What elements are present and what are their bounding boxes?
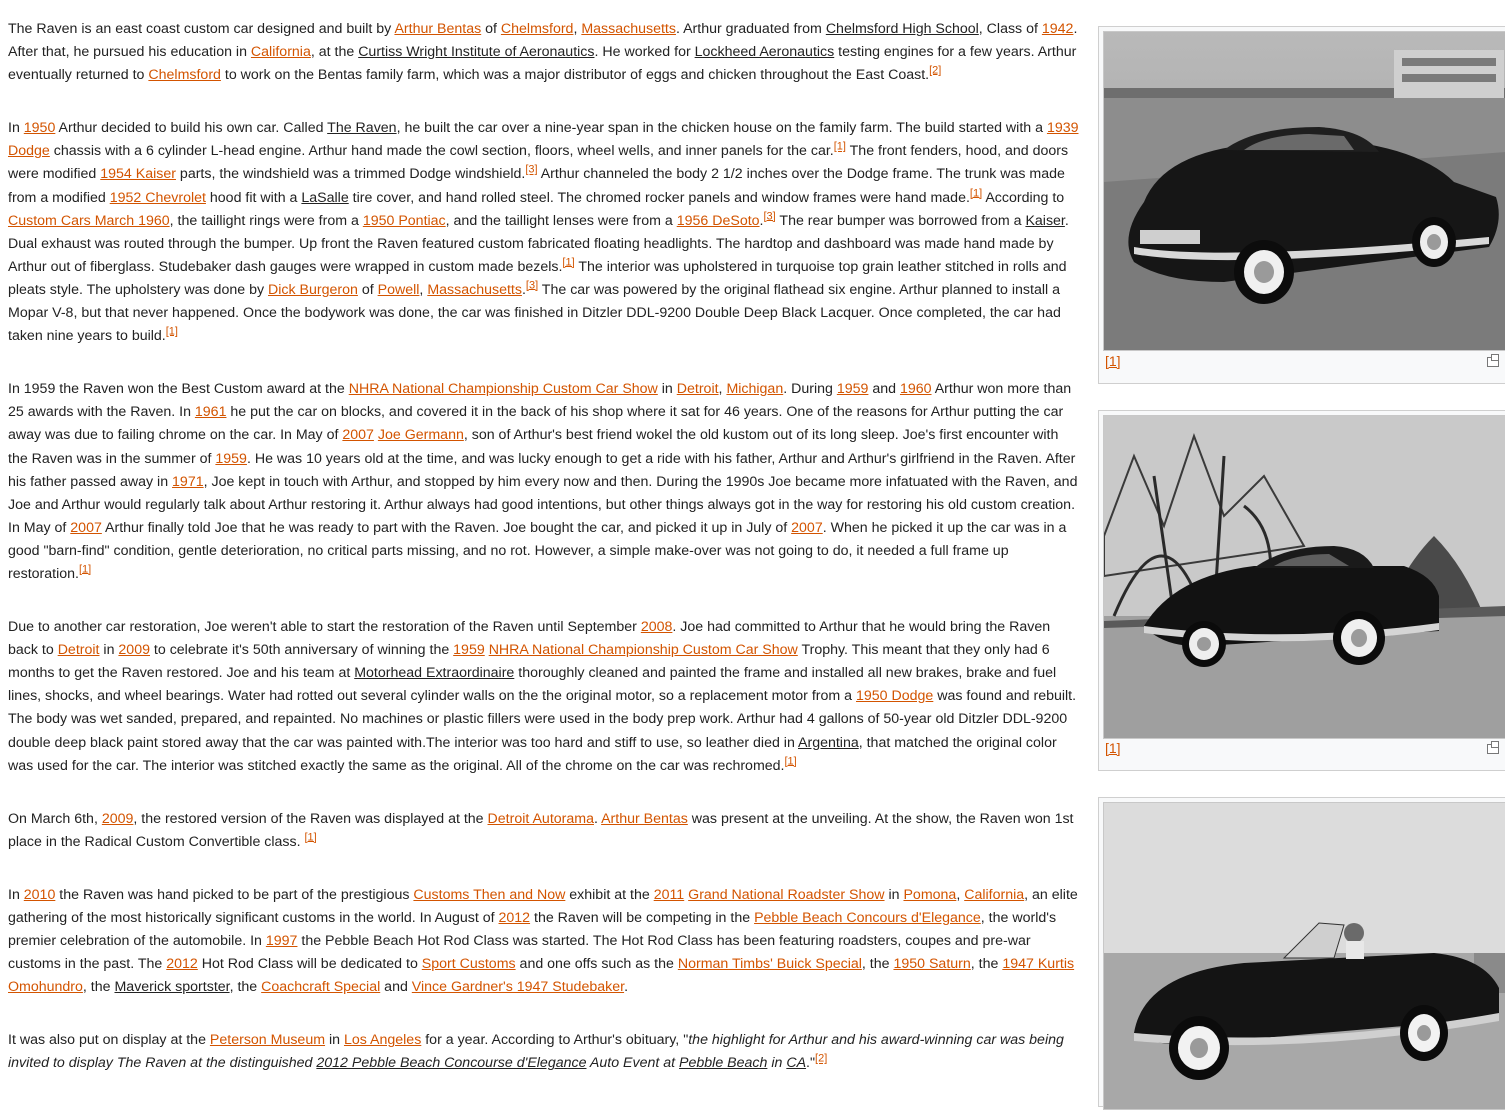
inline-link[interactable]: Custom Cars March 1960 — [8, 212, 170, 229]
inline-link[interactable]: Norman Timbs' Buick Special — [677, 956, 862, 973]
citation-ref — [970, 187, 982, 199]
inline-link[interactable]: Powell — [377, 281, 420, 298]
text-run: thoroughly cleaned and painted the frame and installed all new brakes, brake and fuel lines, shocks, and wheel bearings. Water had rotted out several cylinder walls on the the original motor, so a replacement motor from a — [8, 665, 1057, 705]
inline-link[interactable]: 2012 — [166, 956, 198, 973]
inline-link[interactable]: Detroit — [676, 381, 719, 398]
text-run: in — [325, 1032, 344, 1049]
inline-link[interactable]: Michigan — [726, 381, 784, 398]
inline-link[interactable]: Detroit — [57, 642, 100, 659]
inline-link[interactable]: 1959 — [453, 642, 485, 659]
inline-link[interactable]: Dick Burgeron — [268, 281, 358, 298]
text-run: in — [767, 1055, 787, 1072]
inline-link[interactable]: 1954 Kaiser — [100, 166, 176, 183]
text-run: Hot Rod Class will be dedicated to — [197, 956, 422, 973]
text-run: was present at the unveiling. At the show, the Raven won 1st place in the Radical Custom Convertible class. — [8, 810, 1074, 850]
text-run: . When he picked it up the car was in a good "barn-find" condition, gentle deterioration, no critical parts missing, and no rot. However, a simple make-over was not going to do, it needed a full frame up restoration. — [8, 519, 1067, 582]
text-run: in — [884, 886, 904, 903]
text-run: It was also put on display at the — [8, 1032, 210, 1049]
citation-ref — [79, 563, 91, 575]
text-run: ." — [806, 1055, 816, 1072]
inline-link[interactable]: 2009 — [118, 642, 150, 659]
car-photo-3[interactable] — [1103, 802, 1505, 1110]
citation-link[interactable]: [1] — [562, 256, 575, 269]
inline-link[interactable]: Motorhead Extraordinaire — [354, 665, 515, 682]
text-run: hood fit with a — [205, 189, 302, 206]
text-run: . During — [783, 381, 837, 398]
text-run: , — [718, 381, 727, 398]
inline-link[interactable]: 2007 — [791, 519, 823, 536]
inline-link[interactable]: CA — [786, 1055, 807, 1072]
citation-link[interactable]: [1] — [833, 140, 846, 153]
text-run: , at the — [310, 44, 359, 61]
enlarge-icon[interactable] — [1487, 744, 1499, 754]
thumbnail-3 — [1098, 797, 1505, 1107]
quote-italic — [586, 1055, 679, 1071]
text-run: . After that, he pursued his education in — [8, 21, 1078, 61]
thumbnail-1-caption[interactable]: [1] — [1105, 353, 1121, 369]
inline-link[interactable]: 1947 Kurtis Omohundro — [8, 956, 1075, 996]
inline-link[interactable]: Chelmsford — [500, 21, 574, 37]
car-photo-2[interactable] — [1103, 415, 1505, 739]
text-run: In 1959 the Raven won the Best Custom award at the — [8, 381, 349, 398]
citation-ref — [834, 141, 846, 153]
citation-link[interactable]: [2] — [929, 64, 942, 77]
inline-link[interactable]: 1997 — [265, 933, 298, 950]
quote-italic — [679, 1055, 767, 1071]
inline-link[interactable]: 2007 — [70, 519, 102, 536]
citation-ref — [525, 164, 537, 176]
text-run: According to — [982, 189, 1065, 206]
thumbnail-1 — [1098, 26, 1505, 384]
inline-link[interactable]: 2008 — [640, 619, 673, 636]
text-run: , and the taillight lenses were from a — [445, 212, 677, 229]
paragraph-5 — [8, 808, 1080, 854]
text-run: and one offs such as the — [515, 956, 678, 973]
text-run: The interior was upholstered in turquoise top grain leather stitched in rolls and pleats style. The upholstery was done by — [8, 258, 1067, 298]
citation-ref — [815, 1053, 827, 1065]
text-run: The front fenders, hood, and doors were modified — [8, 143, 1069, 183]
inline-link[interactable]: 1960 — [899, 381, 932, 398]
text-run: Auto Event at — [586, 1055, 680, 1072]
inline-link[interactable]: 1952 Chevrolet — [109, 189, 206, 206]
text-run: Arthur won more than 25 awards with the Raven. In — [8, 381, 1072, 421]
inline-link[interactable]: Arthur Bentas — [601, 810, 688, 827]
text-run: Arthur channeled the body 2 1/2 inches over the Dodge frame. The trunk was made from a modified — [8, 166, 1065, 206]
text-run: , Class of — [978, 21, 1042, 37]
inline-link[interactable]: Lockheed Aeronautics — [694, 44, 835, 61]
text-run: On March 6th, — [8, 810, 102, 827]
paragraph-4 — [8, 616, 1080, 778]
inline-link[interactable]: Pebble Beach — [679, 1055, 768, 1072]
quote-italic — [316, 1055, 586, 1071]
quote-italic — [786, 1055, 806, 1071]
text-run: . He was 10 years old at the time, and was lucky enough to get a ride with his father, Arthur and Arthur's girlfriend in the Raven. After his father passed away in — [8, 450, 1076, 490]
text-run: to celebrate it's 50th anniversary of winning the — [149, 642, 454, 659]
text-run: , — [419, 281, 428, 298]
text-run: . — [759, 212, 764, 229]
text-run: , the restored version of the Raven was displayed at the — [133, 810, 488, 827]
text-run: Arthur finally told Joe that he was ready to part with the Raven. Joe bought the car, and picked it up in July of — [101, 519, 792, 536]
inline-link[interactable]: 1950 Pontiac — [362, 212, 446, 229]
inline-link[interactable]: 2012 Pebble Beach Concourse d'Elegance — [316, 1055, 587, 1072]
citation-link[interactable]: [1] — [784, 754, 797, 767]
inline-link[interactable]: Peterson Museum — [209, 1032, 326, 1049]
inline-link[interactable]: Joe Germann — [377, 427, 464, 444]
text-run: , the — [82, 979, 115, 996]
text-run: the Pebble Beach Hot Rod Class was started. The Hot Rod Class has been featuring roadsters, coupes and pre-war customs in the past. The — [8, 933, 1031, 973]
text-run: Arthur decided to build his own car. Called — [55, 120, 328, 137]
inline-link[interactable]: California — [250, 44, 311, 61]
inline-link[interactable]: 2009 — [101, 810, 134, 827]
inline-link[interactable]: 1971 — [172, 473, 204, 490]
inline-link[interactable]: 2012 — [498, 910, 531, 926]
text-run: was found and rebuilt. The body was wet sanded, prepared, and repainted. No machines or plastic fillers were used in the body prep work. Arthur had 4 gallons of 50-year old Ditzler DDL-9200 double deep black paint stored away that the car was painted with.The interior was too hard and stiff to use, so leather died in — [8, 688, 1077, 751]
text-run: the highlight for Arthur and his award-winning car was being invited to display The Raven at the distinguished — [8, 1032, 1064, 1072]
inline-link[interactable]: 1950 Dodge — [856, 688, 934, 705]
inline-link[interactable]: Curtiss Wright Institute of Aeronautics — [358, 44, 595, 61]
inline-link[interactable]: NHRA National Championship Custom Car Show — [488, 642, 798, 659]
inline-link[interactable]: Argentina — [798, 734, 859, 751]
text-run: parts, the windshield was a trimmed Dodge windshield. — [175, 166, 526, 183]
text-run: , he built the car over a nine-year span in the chicken house on the family farm. The build started with a — [396, 120, 1047, 137]
thumbnail-2-caption[interactable]: [1] — [1105, 740, 1121, 756]
inline-link[interactable]: Chelmsford High School — [825, 21, 979, 37]
text-run: exhibit at the — [565, 886, 654, 903]
inline-link[interactable]: 2010 — [23, 886, 56, 903]
inline-link[interactable]: 1961 — [194, 404, 227, 421]
inline-link[interactable]: California — [964, 886, 1025, 903]
text-run: , — [956, 886, 965, 903]
inline-link[interactable]: Pomona — [903, 886, 957, 903]
citation-ref — [305, 831, 317, 843]
text-run: . He worked for — [594, 44, 695, 61]
inline-link[interactable]: Chelmsford — [148, 67, 221, 84]
citation-ref — [785, 755, 797, 767]
inline-link[interactable]: The Raven — [327, 120, 397, 137]
citation-link[interactable]: [3] — [525, 163, 538, 176]
citation-link[interactable]: [1] — [165, 325, 178, 338]
inline-link[interactable]: 1959 — [836, 381, 869, 398]
inline-link[interactable]: Sport Customs — [421, 956, 516, 973]
text-run: , the world's premier celebration of the automobile. In — [8, 910, 1057, 950]
text-run: In — [8, 886, 24, 903]
inline-link[interactable]: 1950 — [23, 120, 56, 137]
inline-link[interactable]: Maverick sportster — [114, 979, 230, 996]
inline-link[interactable]: Grand National Roadster Show — [688, 886, 885, 903]
text-run: Trophy. This meant that they only had 6 months to get the Raven restored. Joe and his team at — [8, 642, 1050, 682]
text-run: . Dual exhaust was routed through the bumper. Up front the Raven featured custom fabricated floating headlights. The hardtop and dashboard was made hand made by Arthur out of fiberglass. Studebaker dash gauges were wrapped in custom made bezels. — [8, 212, 1069, 275]
inline-link[interactable]: Los Angeles — [343, 1032, 422, 1049]
inline-link[interactable]: NHRA National Championship Custom Car Show — [348, 381, 658, 398]
text-run: , the — [970, 956, 1003, 973]
text-run: the Raven was hand picked to be part of the prestigious — [55, 886, 414, 903]
inline-link[interactable]: Coachcraft Special — [261, 979, 381, 996]
text-run: The car was powered by the original flathead six engine. Arthur planned to install a Mopar V-8, but that never happened. Once the bodywork was done, the car was finished in Ditzler DDL-9200 Double Deep Black Lacquer. Once completed, the car had taken nine years to build. — [8, 281, 1061, 345]
citation-ref — [166, 325, 178, 337]
text-run: for a year. According to Arthur's obituary, " — [421, 1032, 689, 1049]
inline-link[interactable]: 2007 — [342, 427, 374, 444]
text-run: he put the car on blocks, and covered it in the back of his shop where it sat for 46 years. One of the reasons for Arthur putting the car away was due to failing chrome on the car. In May of — [8, 404, 1064, 444]
inline-link[interactable]: LaSalle — [301, 189, 349, 206]
text-run: The rear bumper was borrowed from a — [775, 212, 1026, 229]
text-run: in — [99, 642, 119, 659]
quote-italic — [767, 1055, 786, 1071]
text-run: , the — [229, 979, 262, 996]
text-run: the Raven will be competing in the — [530, 910, 755, 926]
thumbnail-2 — [1098, 410, 1505, 771]
enlarge-icon[interactable] — [1487, 357, 1499, 367]
citation-ref — [929, 64, 941, 76]
inline-link[interactable]: Pebble Beach Concours d'Elegance — [754, 910, 981, 926]
citation-link[interactable]: [3] — [525, 279, 539, 292]
text-run: and — [380, 979, 412, 996]
text-run: , — [573, 21, 582, 37]
citation-link[interactable]: [2] — [815, 1052, 828, 1065]
article-body — [8, 18, 1080, 1106]
inline-link[interactable]: 1939 Dodge — [8, 120, 1079, 160]
inline-link[interactable]: 2011 — [653, 886, 685, 903]
text-run: tire cover, and hand rolled steel. The chromed rocker panels and window frames were hand made. — [348, 189, 970, 206]
paragraph-7 — [8, 1029, 1080, 1075]
text-run: The Raven is an east coast custom car designed and built by — [8, 21, 395, 37]
citation-link[interactable]: [1] — [78, 563, 92, 576]
car-photo-1[interactable] — [1103, 31, 1505, 351]
text-run: in — [657, 381, 677, 398]
inline-link[interactable]: 1956 DeSoto — [676, 212, 760, 229]
paragraph-2 — [8, 117, 1080, 348]
text-run: . Joe had committed to Arthur that he would bring the Raven back to — [8, 619, 1051, 659]
text-run: , an elite gathering of the most historically significant customs in the world. In August of — [8, 886, 1078, 926]
text-run: . — [521, 281, 526, 298]
citation-ref — [526, 279, 538, 291]
text-run: of — [357, 281, 378, 298]
text-run: and — [868, 381, 900, 398]
inline-link[interactable]: 1942 — [1041, 21, 1074, 37]
text-run: , Joe kept in touch with Arthur, and stopped by him every now and then. During the 1990s Joe became more infatuated with the Raven, and Joe and Arthur would regularly talk about Arthur restoring it. Arthur always had good intentions, but other things always got in the way for restoring his old custom creation. In May of — [8, 473, 1078, 536]
text-run: , the taillight rings were from a — [169, 212, 363, 229]
inline-link[interactable]: Customs Then and Now — [413, 886, 566, 903]
paragraph-3 — [8, 378, 1080, 586]
inline-link[interactable]: 1959 — [215, 450, 247, 467]
text-run: , that matched the original color was used for the car. The interior was stitched exactly the same as the original. All of the chrome on the car was rechromed. — [8, 734, 1057, 774]
text-run: , son of Arthur's best friend wokel the old kustom out of its long sleep. Joe's first encounter with the Raven was in the summer of — [8, 427, 1059, 467]
text-run: . Arthur graduated from — [675, 21, 826, 37]
inline-link[interactable]: 1950 Saturn — [893, 956, 971, 973]
inline-link[interactable]: Massachusetts — [581, 21, 676, 37]
text-run: to work on the Bentas family farm, which was a major distributor of eggs and chicken throughout the East Coast. — [220, 67, 930, 84]
citation-ref — [562, 256, 574, 268]
text-run: of — [481, 21, 501, 37]
inline-link[interactable]: Kaiser — [1025, 212, 1065, 229]
text-run: . — [624, 979, 629, 996]
text-run: , the — [861, 956, 894, 973]
citation-link[interactable]: [1] — [969, 186, 983, 199]
citation-link[interactable]: [3] — [763, 209, 776, 222]
text-run: . — [593, 810, 602, 827]
citation-link[interactable]: [1] — [304, 831, 317, 844]
paragraph-1 — [8, 18, 1080, 87]
inline-link[interactable]: Vince Gardner's 1947 Studebaker — [411, 979, 625, 996]
text-run: chassis with a 6 cylinder L-head engine. Arthur hand made the cowl section, floors, wheel wells, and inner panels for the car. — [49, 143, 834, 160]
paragraph-6 — [8, 884, 1080, 999]
text-run: Due to another car restoration, Joe weren't able to start the restoration of the Raven until September — [8, 619, 641, 636]
inline-link[interactable]: Detroit Autorama — [487, 810, 594, 827]
inline-link[interactable]: Arthur Bentas — [394, 21, 482, 37]
text-run: In — [8, 120, 24, 137]
inline-link[interactable]: Massachusetts — [427, 281, 522, 298]
citation-ref — [764, 210, 776, 222]
text-run: testing engines for a few years. Arthur eventually returned to — [8, 44, 1077, 84]
